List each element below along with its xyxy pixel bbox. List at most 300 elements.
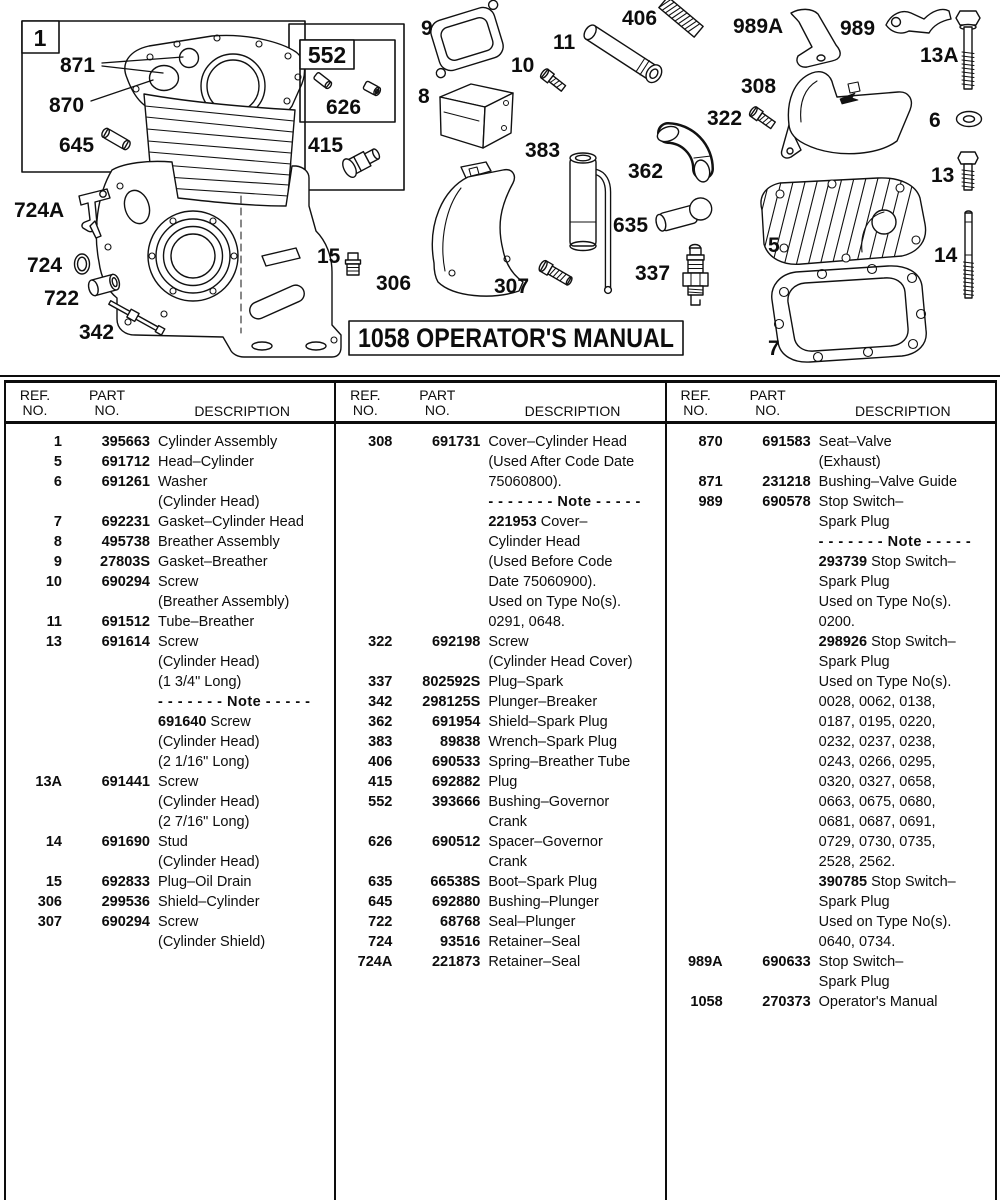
ref-no <box>667 512 723 532</box>
part-645-bushing-plunger <box>100 127 131 151</box>
part-no <box>723 632 811 652</box>
table-row <box>6 572 334 592</box>
description: 0681, 0687, 0691, <box>818 814 936 830</box>
part-no: 691954 <box>431 714 481 730</box>
part-9-gasket-breather <box>421 0 514 79</box>
table-row <box>667 852 995 872</box>
part-no <box>723 892 811 912</box>
part-no <box>392 472 480 492</box>
ref-no <box>336 812 392 832</box>
description: Bushing–Governor <box>488 794 610 810</box>
part-no <box>62 932 150 952</box>
table-row <box>667 632 995 652</box>
table-row <box>667 772 995 792</box>
ref-no: 724 <box>368 934 393 950</box>
table-row <box>667 552 995 572</box>
ref-no <box>667 592 723 612</box>
table-row <box>336 592 664 612</box>
part-no <box>723 512 811 532</box>
header-description: DESCRIPTION <box>194 403 290 419</box>
table-row <box>667 712 995 732</box>
ref-no <box>667 672 723 692</box>
part-no <box>62 652 150 672</box>
ref-no: 1 <box>53 434 62 450</box>
part-322-screw <box>748 106 776 130</box>
table-row <box>6 792 334 812</box>
table-row <box>6 712 334 732</box>
part-no <box>723 552 811 572</box>
callout-11: 11 <box>553 31 576 54</box>
description: Breather Assembly <box>158 534 280 550</box>
ref-no: 5 <box>53 454 62 470</box>
description: Plug <box>488 774 518 790</box>
ref-no: 322 <box>368 634 393 650</box>
table-row <box>667 812 995 832</box>
ref-no <box>336 472 392 492</box>
part-13a-long-screw <box>956 11 980 89</box>
table-row <box>6 612 334 632</box>
callout-552: 552 <box>307 42 347 68</box>
callout-1: 1 <box>33 25 47 51</box>
table-row <box>667 512 995 532</box>
ref-no <box>667 552 723 572</box>
table-row <box>336 872 664 892</box>
table-row <box>667 592 995 612</box>
ref-no: 645 <box>368 894 393 910</box>
description: Used on Type No(s). <box>818 594 952 610</box>
part-no: 393666 <box>431 794 481 810</box>
description: 691640 Screw <box>158 714 251 730</box>
ref-no <box>6 932 62 952</box>
part-no: 692231 <box>101 514 150 530</box>
table-row <box>667 992 995 1012</box>
description: (2 1/16" Long) <box>158 754 250 770</box>
description: Date 75060900). <box>488 574 597 590</box>
table-row <box>6 892 334 912</box>
description: Wrench–Spark Plug <box>488 734 618 750</box>
header-ref: REF. <box>350 387 381 403</box>
callout-724: 724 <box>27 254 63 277</box>
part-14-stud <box>964 211 974 298</box>
description: 0663, 0675, 0680, <box>818 794 936 810</box>
part-no: 690578 <box>762 494 811 510</box>
description: Shield–Cylinder <box>158 894 260 910</box>
header-description: DESCRIPTION <box>524 403 621 419</box>
table-row <box>336 932 664 952</box>
ref-no <box>336 512 392 532</box>
part-no: 692833 <box>101 874 150 890</box>
description: Spark Plug <box>818 974 890 990</box>
part-no <box>723 832 811 852</box>
part-15-oil-drain-plug <box>346 253 361 275</box>
ref-no: 635 <box>368 874 393 890</box>
callout-6: 6 <box>929 109 941 132</box>
description: Used on Type No(s). <box>818 914 952 930</box>
table-row <box>667 932 995 952</box>
description: - - - - - - - Note - - - - - <box>158 694 311 710</box>
description: 0187, 0195, 0220, <box>818 714 936 730</box>
table-row <box>667 672 995 692</box>
part-no <box>392 452 480 472</box>
part-no: 231218 <box>762 474 811 490</box>
part-6-washer <box>957 112 982 127</box>
description: Retainer–Seal <box>488 934 581 950</box>
ref-no <box>336 612 392 632</box>
description: Screw <box>488 634 529 650</box>
description: Spark Plug <box>818 654 890 670</box>
callout-9: 9 <box>421 17 433 40</box>
part-no <box>392 492 480 512</box>
ref-no <box>336 552 392 572</box>
part-626-spacer <box>363 81 382 97</box>
table-rows <box>336 424 664 972</box>
ref-no <box>667 792 723 812</box>
part-no <box>723 572 811 592</box>
ref-no <box>667 532 723 552</box>
part-no: 691712 <box>101 454 150 470</box>
part-no <box>723 932 811 952</box>
description: - - - - - - - Note - - - - - <box>818 534 972 550</box>
description: 0291, 0648. <box>488 614 565 630</box>
ref-no <box>6 692 62 712</box>
callout-362: 362 <box>628 160 664 183</box>
part-307-screw <box>538 259 574 287</box>
part-no <box>723 712 811 732</box>
part-no: 93516 <box>440 934 481 950</box>
part-no <box>723 772 811 792</box>
part-no <box>392 652 480 672</box>
table-row <box>6 632 334 652</box>
callout-8: 8 <box>418 85 430 108</box>
table-row <box>6 592 334 612</box>
ref-no <box>667 772 723 792</box>
table-row <box>6 852 334 872</box>
callout-7: 7 <box>768 337 780 360</box>
description: Boot–Spark Plug <box>488 874 598 890</box>
description: 390785 Stop Switch– <box>818 874 956 890</box>
description: 0243, 0266, 0295, <box>818 754 936 770</box>
table-row <box>6 532 334 552</box>
table-row <box>667 532 995 552</box>
callout-626: 626 <box>326 96 362 119</box>
part-no <box>723 972 811 992</box>
header-ref-no: NO. <box>352 402 378 418</box>
part-no: 68768 <box>440 914 481 930</box>
ref-no <box>6 852 62 872</box>
table-row <box>667 572 995 592</box>
description: (Cylinder Head) <box>158 654 260 670</box>
ref-no: 13 <box>45 634 62 650</box>
description: Plug–Spark <box>488 674 564 690</box>
description: Screw <box>158 774 199 790</box>
description: Bushing–Valve Guide <box>818 474 958 490</box>
header-description: DESCRIPTION <box>854 403 951 419</box>
description: 0028, 0062, 0138, <box>818 694 936 710</box>
description: (2 7/16" Long) <box>158 814 250 830</box>
parts-table-column-1 <box>4 383 336 1200</box>
part-no: 691261 <box>101 474 150 490</box>
description: 293739 Stop Switch– <box>818 554 956 570</box>
ref-no: 722 <box>368 914 393 930</box>
description: Gasket–Breather <box>158 554 268 570</box>
table-row <box>667 872 995 892</box>
part-no <box>62 732 150 752</box>
table-row <box>6 552 334 572</box>
ref-no <box>6 752 62 772</box>
table-rows <box>667 424 995 1012</box>
ref-no <box>667 912 723 932</box>
callout-337: 337 <box>635 262 671 285</box>
part-no <box>392 592 480 612</box>
callout-871: 871 <box>60 54 96 77</box>
table-row <box>6 652 334 672</box>
description: Plug–Oil Drain <box>158 874 252 890</box>
part-10-screw <box>539 68 567 93</box>
description: Stop Switch– <box>818 954 904 970</box>
description: Screw <box>158 914 199 930</box>
header-ref-no: NO. <box>683 402 709 418</box>
ref-no <box>667 892 723 912</box>
callout-307: 307 <box>494 275 530 298</box>
header-ref: REF. <box>19 387 51 403</box>
description: Spring–Breather Tube <box>488 754 631 770</box>
table-row <box>336 552 664 572</box>
callout-406: 406 <box>622 7 658 30</box>
part-no: 27803S <box>100 554 150 570</box>
description: (Used Before Code <box>488 554 613 570</box>
description: 0200. <box>818 614 855 630</box>
description: 298926 Stop Switch– <box>818 634 956 650</box>
part-no <box>62 592 150 612</box>
description: (Used After Code Date <box>488 454 635 470</box>
part-no <box>392 612 480 632</box>
ref-no: 1058 <box>690 994 723 1010</box>
ref-no <box>667 692 723 712</box>
ref-no: 989 <box>698 494 723 510</box>
table-row <box>6 492 334 512</box>
table-row <box>667 972 995 992</box>
part-no <box>723 912 811 932</box>
callout-5: 5 <box>768 234 780 257</box>
ref-no: 6 <box>53 474 62 490</box>
ref-no <box>667 452 723 472</box>
table-row <box>336 832 664 852</box>
part-no <box>62 712 150 732</box>
table-row <box>336 952 664 972</box>
ref-no: 306 <box>37 894 62 910</box>
ref-no: 10 <box>45 574 62 590</box>
description: Screw <box>158 634 199 650</box>
description: Bushing–Plunger <box>488 894 599 910</box>
part-no: 692882 <box>431 774 481 790</box>
ref-no <box>667 812 723 832</box>
description: 0232, 0237, 0238, <box>818 734 936 750</box>
ref-no: 308 <box>368 434 393 450</box>
part-no <box>723 692 811 712</box>
part-no <box>723 592 811 612</box>
table-row <box>667 832 995 852</box>
ref-no: 307 <box>37 914 62 930</box>
description: Gasket–Cylinder Head <box>158 514 304 530</box>
description: Spark Plug <box>818 894 890 910</box>
part-308-head-cover <box>782 72 912 158</box>
part-362-spark-plug-shield <box>655 124 711 184</box>
part-no: 495738 <box>101 534 150 550</box>
parts-diagram <box>0 0 1000 375</box>
callout-415: 415 <box>308 134 344 157</box>
description: Used on Type No(s). <box>818 674 952 690</box>
description: 0729, 0730, 0735, <box>818 834 936 850</box>
callout-383: 383 <box>525 139 561 162</box>
part-7-head-gasket <box>772 265 927 363</box>
table-row <box>6 912 334 932</box>
part-635-spark-plug-boot <box>653 195 714 232</box>
header-part: PART <box>88 387 126 403</box>
table-row <box>6 432 334 452</box>
part-no: 691512 <box>101 614 150 630</box>
ref-no <box>667 972 723 992</box>
callout-989a: 989A <box>733 15 784 38</box>
description: Seat–Valve <box>818 434 892 450</box>
table-row <box>336 912 664 932</box>
part-8-breather-assembly <box>440 84 513 148</box>
table-row <box>336 752 664 772</box>
table-row <box>6 732 334 752</box>
ref-no: 342 <box>368 694 393 710</box>
ref-no: 406 <box>368 754 393 770</box>
description: Head–Cylinder <box>158 454 254 470</box>
part-no: 690512 <box>431 834 481 850</box>
description: Washer <box>158 474 208 490</box>
table-row <box>336 672 664 692</box>
part-no: 692880 <box>431 894 481 910</box>
part-no <box>723 452 811 472</box>
table-row <box>336 772 664 792</box>
table-row <box>667 472 995 492</box>
ref-no: 552 <box>368 794 393 810</box>
ref-no <box>336 492 392 512</box>
description: Cylinder Head <box>488 534 581 550</box>
part-no <box>62 792 150 812</box>
description: Plunger–Breaker <box>488 694 598 710</box>
part-415-plug <box>340 144 383 180</box>
table-row <box>6 752 334 772</box>
ref-no <box>6 732 62 752</box>
description: (Exhaust) <box>818 454 881 470</box>
description: 75060800). <box>488 474 562 490</box>
table-header <box>667 383 995 424</box>
ref-no: 9 <box>53 554 62 570</box>
ref-no <box>336 592 392 612</box>
description: (Cylinder Head) <box>158 854 260 870</box>
ref-no <box>336 852 392 872</box>
part-no <box>392 512 480 532</box>
description: Used on Type No(s). <box>488 594 622 610</box>
table-header <box>6 383 334 424</box>
operator-manual-label: 1058 OPERATOR'S MANUAL <box>358 323 674 353</box>
part-no <box>62 692 150 712</box>
ref-no: 871 <box>698 474 723 490</box>
part-no <box>723 672 811 692</box>
ref-no: 724A <box>357 954 393 970</box>
part-no: 692198 <box>431 634 481 650</box>
part-no <box>723 852 811 872</box>
callout-306: 306 <box>376 272 412 295</box>
table-row <box>667 692 995 712</box>
ref-no: 8 <box>53 534 62 550</box>
callout-722: 722 <box>44 287 80 310</box>
description: Crank <box>488 854 528 870</box>
ref-no <box>336 452 392 472</box>
description: - - - - - - - Note - - - - - <box>488 494 641 510</box>
table-row <box>336 792 664 812</box>
table-row <box>667 912 995 932</box>
callout-342: 342 <box>79 321 115 344</box>
ref-no <box>667 712 723 732</box>
table-header <box>336 383 664 424</box>
description: Spark Plug <box>818 574 890 590</box>
ref-no: 7 <box>53 514 62 530</box>
description: (Cylinder Shield) <box>158 934 266 950</box>
ref-no <box>6 812 62 832</box>
part-no <box>62 752 150 772</box>
header-ref-no: NO. <box>22 402 48 418</box>
part-no <box>62 492 150 512</box>
ref-no: 415 <box>368 774 393 790</box>
table-row <box>336 812 664 832</box>
ref-no <box>667 732 723 752</box>
table-row <box>6 512 334 532</box>
callout-13: 13 <box>931 164 955 187</box>
part-no: 298125S <box>422 694 481 710</box>
part-no: 89838 <box>440 734 481 750</box>
ref-no: 11 <box>46 614 62 630</box>
table-row <box>336 692 664 712</box>
ref-no <box>6 652 62 672</box>
table-row <box>667 652 995 672</box>
ref-no <box>667 572 723 592</box>
part-no: 690533 <box>431 754 481 770</box>
description: (Cylinder Head) <box>158 794 260 810</box>
ref-no <box>6 672 62 692</box>
description: 0320, 0327, 0658, <box>818 774 936 790</box>
part-no: 299536 <box>101 894 150 910</box>
ref-no <box>6 592 62 612</box>
part-no <box>392 852 480 872</box>
table-row <box>667 452 995 472</box>
part-no <box>62 852 150 872</box>
table-row <box>336 852 664 872</box>
table-row <box>667 752 995 772</box>
description: (1 3/4" Long) <box>158 674 242 690</box>
part-no <box>392 812 480 832</box>
header-ref: REF. <box>680 387 711 403</box>
description: Cover–Cylinder Head <box>488 434 627 450</box>
part-no <box>392 572 480 592</box>
description: (Cylinder Head Cover) <box>488 654 633 670</box>
part-no <box>723 732 811 752</box>
table-row <box>336 432 664 452</box>
part-724-retainer-seal <box>75 254 90 274</box>
part-13-screw <box>958 152 978 190</box>
table-row <box>336 632 664 652</box>
description: Spark Plug <box>818 514 890 530</box>
header-part: PART <box>419 387 456 403</box>
description: Crank <box>488 814 528 830</box>
ref-no: 337 <box>368 674 393 690</box>
table-row <box>667 732 995 752</box>
ref-no: 626 <box>368 834 393 850</box>
